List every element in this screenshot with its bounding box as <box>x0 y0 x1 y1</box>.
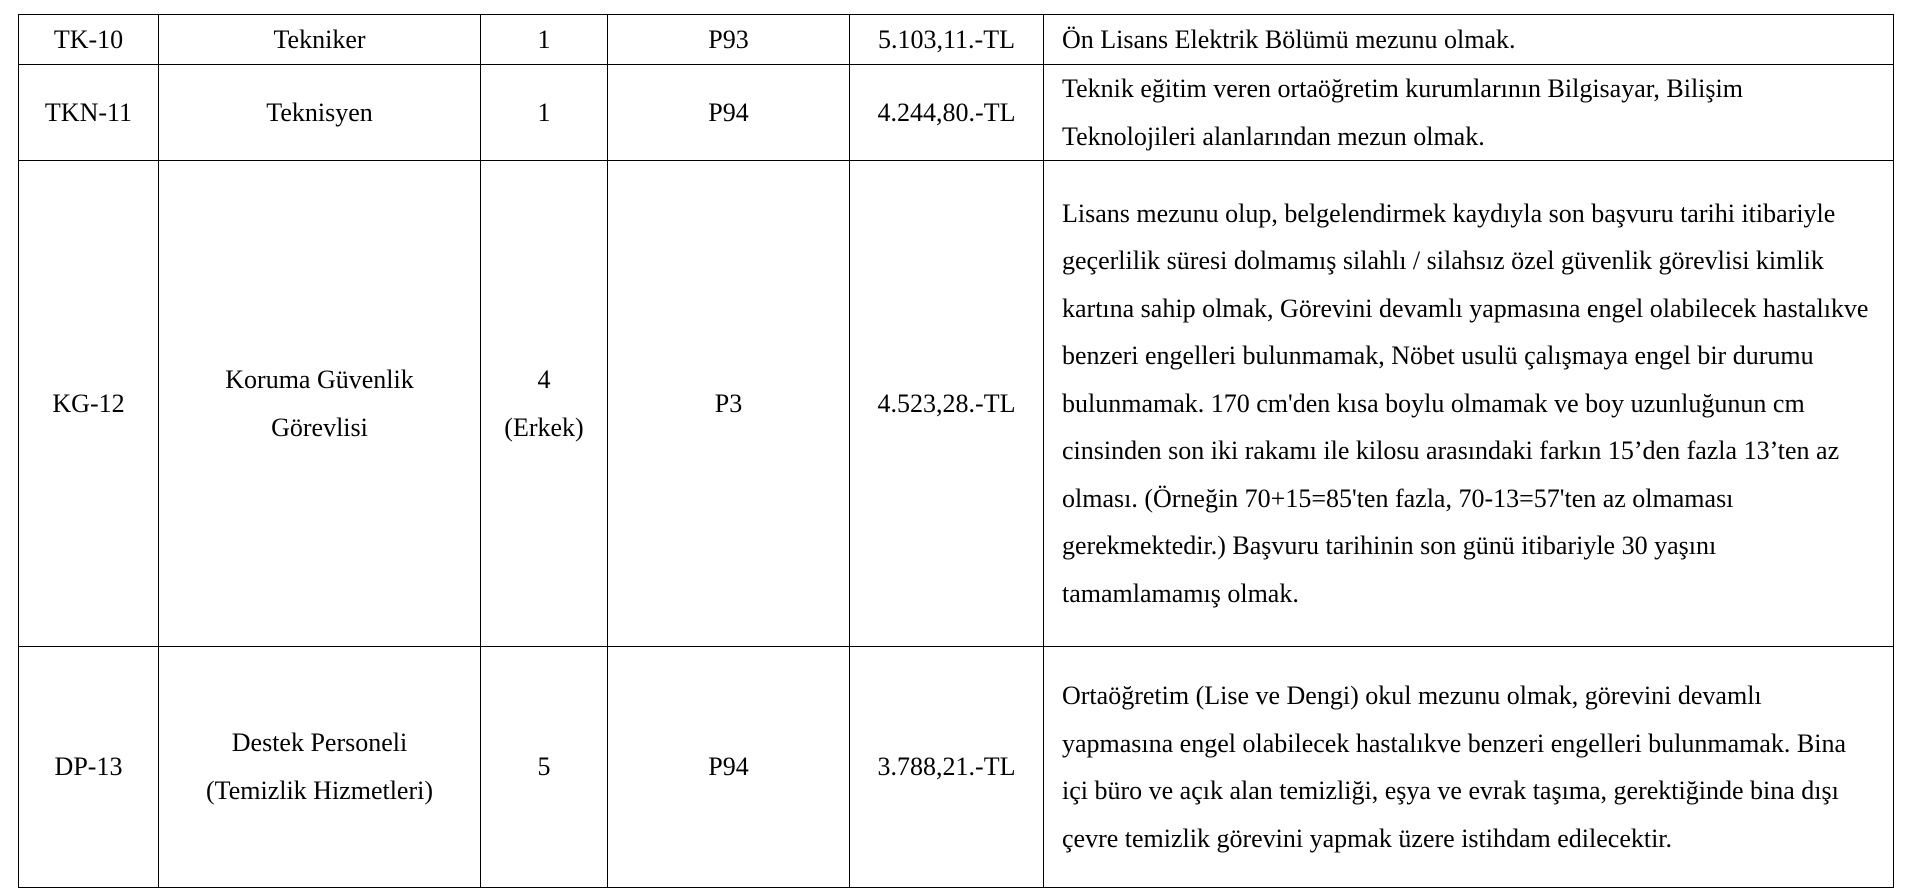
position-salary: 4.523,28.-TL <box>850 161 1044 647</box>
position-count <box>481 161 608 647</box>
position-grade: P94 <box>608 65 850 161</box>
position-count: 1 <box>481 65 608 161</box>
position-title-line1: Destek Personeli <box>231 728 408 757</box>
position-requirement: Ortaöğretim (Lise ve Dengi) okul mezunu olmak, görevini devamlı yapmasına engel olabilecek hastalıkve benzeri engelleri bulunmamak. Bina içi büro ve açık alan temizliği, eşya ve evrak taşıma, gerektiğinde bina dışı çevre temizlik görevini yapmak üzere istihdam edilecektir. <box>1044 647 1894 888</box>
position-code: DP-13 <box>19 647 159 888</box>
position-title: Tekniker <box>159 15 481 65</box>
position-title-line1: Koruma Güvenlik <box>225 364 414 394</box>
position-title: Teknisyen <box>159 65 481 161</box>
position-title <box>159 161 481 647</box>
position-salary: 5.103,11.-TL <box>850 15 1044 65</box>
position-code: KG-12 <box>19 161 159 647</box>
position-salary: 3.788,21.-TL <box>850 647 1044 888</box>
position-requirement: Ön Lisans Elektrik Bölümü mezunu olmak. <box>1044 15 1894 65</box>
position-count-note: (Erkek) <box>504 412 584 442</box>
position-code: TK-10 <box>19 15 159 65</box>
position-title <box>159 647 481 888</box>
position-grade: P3 <box>608 161 850 647</box>
position-grade: P93 <box>608 15 850 65</box>
position-count-value: 4 <box>537 364 551 394</box>
table-row <box>19 15 1894 65</box>
position-grade: P94 <box>608 647 850 888</box>
position-code: TKN-11 <box>19 65 159 161</box>
position-requirement: Teknik eğitim veren ortaöğretim kurumlarının Bilgisayar, Bilişim Teknolojileri alanlarından mezun olmak. <box>1044 65 1894 161</box>
position-count: 5 <box>481 647 608 888</box>
positions-table <box>18 14 1894 888</box>
table-row <box>19 647 1894 888</box>
table-row <box>19 161 1894 647</box>
position-salary: 4.244,80.-TL <box>850 65 1044 161</box>
table-row <box>19 65 1894 161</box>
position-title-line2: Görevlisi <box>271 412 368 442</box>
position-title-line2: (Temizlik Hizmetleri) <box>205 776 434 805</box>
position-count: 1 <box>481 15 608 65</box>
position-requirement: Lisans mezunu olup, belgelendirmek kaydıyla son başvuru tarihi itibariyle geçerlilik süresi dolmamış silahlı / silahsız özel güvenlik görevlisi kimlik kartına sahip olmak, Görevini devamlı yapmasına engel olabilecek hastalıkve benzeri engelleri bulunmamak, Nöbet usulü çalışmaya engel bir durumu bulunmamak. 170 cm'den kısa boylu olmamak ve boy uzunluğunun cm cinsinden son iki rakamı ile kilosu arasındaki farkın 15’den fazla 13’ten az olması. (Örneğin 70+15=85'ten fazla, 70-13=57'ten az olmaması gerekmektedir.) Başvuru tarihinin son günü itibariyle 30 yaşını tamamlamamış olmak. <box>1044 161 1894 647</box>
